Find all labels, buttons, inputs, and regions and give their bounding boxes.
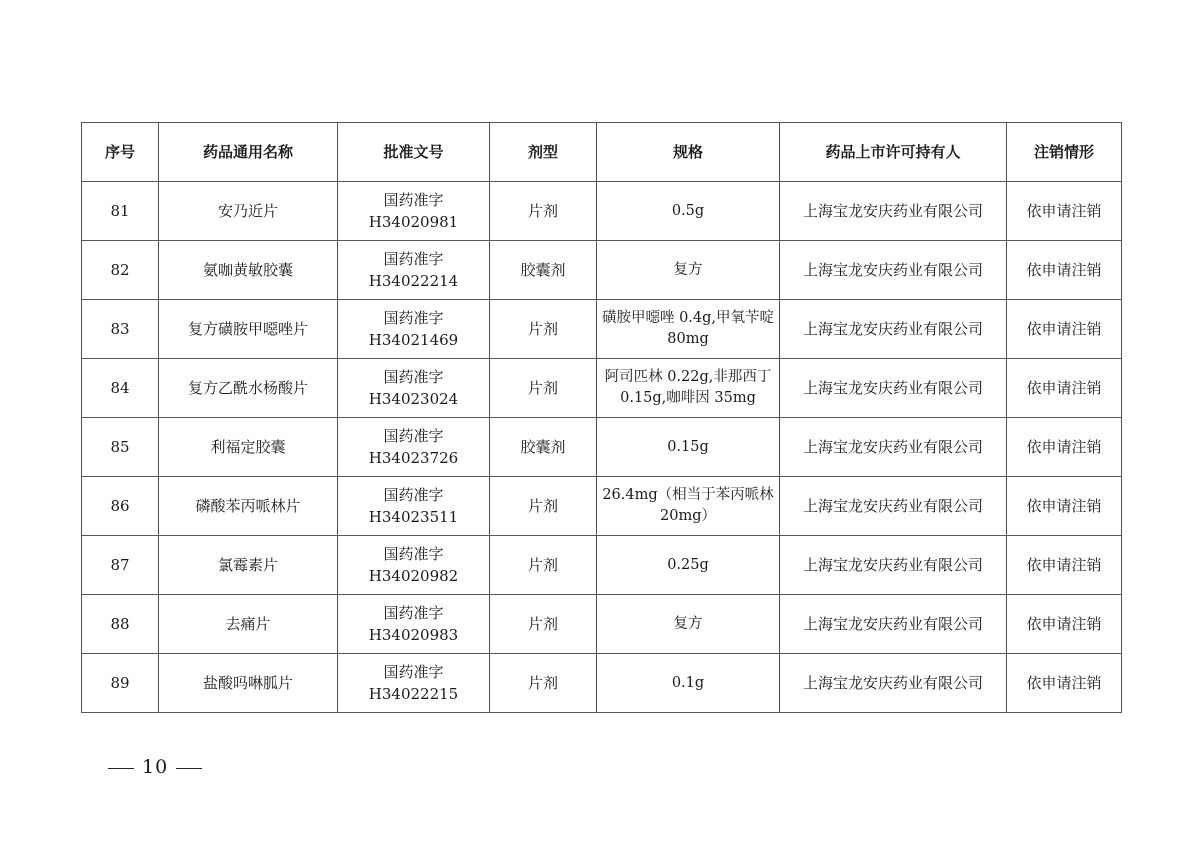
page-number-right-dash <box>176 768 202 769</box>
cell-cancellation-status: 依申请注销 <box>1007 300 1122 359</box>
header-specification: 规格 <box>597 123 780 182</box>
table-row <box>82 241 1122 300</box>
cell-dosage-form: 胶囊剂 <box>490 241 597 300</box>
approval-code: H34020981 <box>368 213 459 231</box>
cell-specification: 磺胺甲噁唑 0.4g,甲氧苄啶 80mg <box>597 300 780 359</box>
drug-cancellation-table-container <box>81 122 1121 713</box>
approval-code: H34022215 <box>368 685 459 703</box>
cell-dosage-form: 片剂 <box>490 654 597 713</box>
cell-dosage-form: 片剂 <box>490 300 597 359</box>
table-row <box>82 595 1122 654</box>
cell-specification: 阿司匹林 0.22g,非那西丁 0.15g,咖啡因 35mg <box>597 359 780 418</box>
cell-specification: 0.25g <box>597 536 780 595</box>
cell-serial-number: 88 <box>82 595 159 654</box>
drug-cancellation-table <box>81 122 1122 713</box>
header-row <box>82 123 1122 182</box>
cell-cancellation-status: 依申请注销 <box>1007 595 1122 654</box>
page-number-footer <box>100 756 210 778</box>
cell-license-holder: 上海宝龙安庆药业有限公司 <box>780 595 1007 654</box>
cell-cancellation-status: 依申请注销 <box>1007 536 1122 595</box>
cell-serial-number: 81 <box>82 182 159 241</box>
header-serial-number: 序号 <box>82 123 159 182</box>
cell-drug-name: 氨咖黄敏胶囊 <box>159 241 338 300</box>
cell-dosage-form: 片剂 <box>490 595 597 654</box>
cell-dosage-form: 片剂 <box>490 182 597 241</box>
cell-license-holder: 上海宝龙安庆药业有限公司 <box>780 300 1007 359</box>
cell-approval-number <box>338 654 490 713</box>
table-row <box>82 536 1122 595</box>
approval-prefix: 国药准字 <box>383 368 444 386</box>
cell-drug-name: 安乃近片 <box>159 182 338 241</box>
header-approval-number: 批准文号 <box>338 123 490 182</box>
table-row <box>82 359 1122 418</box>
cell-approval-number <box>338 300 490 359</box>
cell-cancellation-status: 依申请注销 <box>1007 477 1122 536</box>
table-body <box>82 182 1122 713</box>
page-number-left-dash <box>108 768 134 769</box>
cell-dosage-form: 片剂 <box>490 536 597 595</box>
cell-cancellation-status: 依申请注销 <box>1007 359 1122 418</box>
cell-approval-number <box>338 241 490 300</box>
cell-cancellation-status: 依申请注销 <box>1007 654 1122 713</box>
page-number: 10 <box>142 756 169 778</box>
cell-cancellation-status: 依申请注销 <box>1007 182 1122 241</box>
cell-serial-number: 84 <box>82 359 159 418</box>
table-row <box>82 418 1122 477</box>
approval-prefix: 国药准字 <box>383 486 444 504</box>
table-header <box>82 123 1122 182</box>
cell-serial-number: 83 <box>82 300 159 359</box>
cell-license-holder: 上海宝龙安庆药业有限公司 <box>780 418 1007 477</box>
cell-license-holder: 上海宝龙安庆药业有限公司 <box>780 241 1007 300</box>
header-dosage-form: 剂型 <box>490 123 597 182</box>
cell-serial-number: 89 <box>82 654 159 713</box>
approval-code: H34023511 <box>368 508 459 526</box>
cell-cancellation-status: 依申请注销 <box>1007 241 1122 300</box>
cell-dosage-form: 胶囊剂 <box>490 418 597 477</box>
header-license-holder: 药品上市许可持有人 <box>780 123 1007 182</box>
header-cancellation-status: 注销情形 <box>1007 123 1122 182</box>
cell-dosage-form: 片剂 <box>490 477 597 536</box>
cell-cancellation-status: 依申请注销 <box>1007 418 1122 477</box>
header-drug-name: 药品通用名称 <box>159 123 338 182</box>
cell-dosage-form: 片剂 <box>490 359 597 418</box>
cell-approval-number <box>338 418 490 477</box>
cell-serial-number: 86 <box>82 477 159 536</box>
cell-drug-name: 复方磺胺甲噁唑片 <box>159 300 338 359</box>
table-row <box>82 654 1122 713</box>
cell-specification: 复方 <box>597 595 780 654</box>
cell-license-holder: 上海宝龙安庆药业有限公司 <box>780 182 1007 241</box>
approval-prefix: 国药准字 <box>383 604 444 622</box>
table-row <box>82 182 1122 241</box>
approval-prefix: 国药准字 <box>383 663 444 681</box>
cell-approval-number <box>338 536 490 595</box>
cell-specification: 复方 <box>597 241 780 300</box>
approval-code: H34023024 <box>368 390 459 408</box>
cell-license-holder: 上海宝龙安庆药业有限公司 <box>780 359 1007 418</box>
table-row <box>82 300 1122 359</box>
cell-approval-number <box>338 595 490 654</box>
cell-license-holder: 上海宝龙安庆药业有限公司 <box>780 536 1007 595</box>
approval-prefix: 国药准字 <box>383 191 444 209</box>
approval-prefix: 国药准字 <box>383 545 444 563</box>
cell-specification: 26.4mg（相当于苯丙哌林20mg） <box>597 477 780 536</box>
cell-license-holder: 上海宝龙安庆药业有限公司 <box>780 477 1007 536</box>
cell-drug-name: 盐酸吗啉胍片 <box>159 654 338 713</box>
cell-license-holder: 上海宝龙安庆药业有限公司 <box>780 654 1007 713</box>
cell-specification: 0.5g <box>597 182 780 241</box>
cell-approval-number <box>338 477 490 536</box>
cell-approval-number <box>338 182 490 241</box>
table-row <box>82 477 1122 536</box>
cell-specification: 0.15g <box>597 418 780 477</box>
cell-serial-number: 87 <box>82 536 159 595</box>
cell-approval-number <box>338 359 490 418</box>
cell-serial-number: 85 <box>82 418 159 477</box>
approval-code: H34022214 <box>368 272 459 290</box>
approval-code: H34023726 <box>368 449 459 467</box>
cell-drug-name: 去痛片 <box>159 595 338 654</box>
approval-code: H34020983 <box>368 626 459 644</box>
cell-drug-name: 复方乙酰水杨酸片 <box>159 359 338 418</box>
approval-prefix: 国药准字 <box>383 250 444 268</box>
approval-code: H34021469 <box>368 331 459 349</box>
cell-specification: 0.1g <box>597 654 780 713</box>
approval-code: H34020982 <box>368 567 459 585</box>
cell-drug-name: 氯霉素片 <box>159 536 338 595</box>
cell-serial-number: 82 <box>82 241 159 300</box>
approval-prefix: 国药准字 <box>383 309 444 327</box>
cell-drug-name: 利福定胶囊 <box>159 418 338 477</box>
approval-prefix: 国药准字 <box>383 427 444 445</box>
cell-drug-name: 磷酸苯丙哌林片 <box>159 477 338 536</box>
